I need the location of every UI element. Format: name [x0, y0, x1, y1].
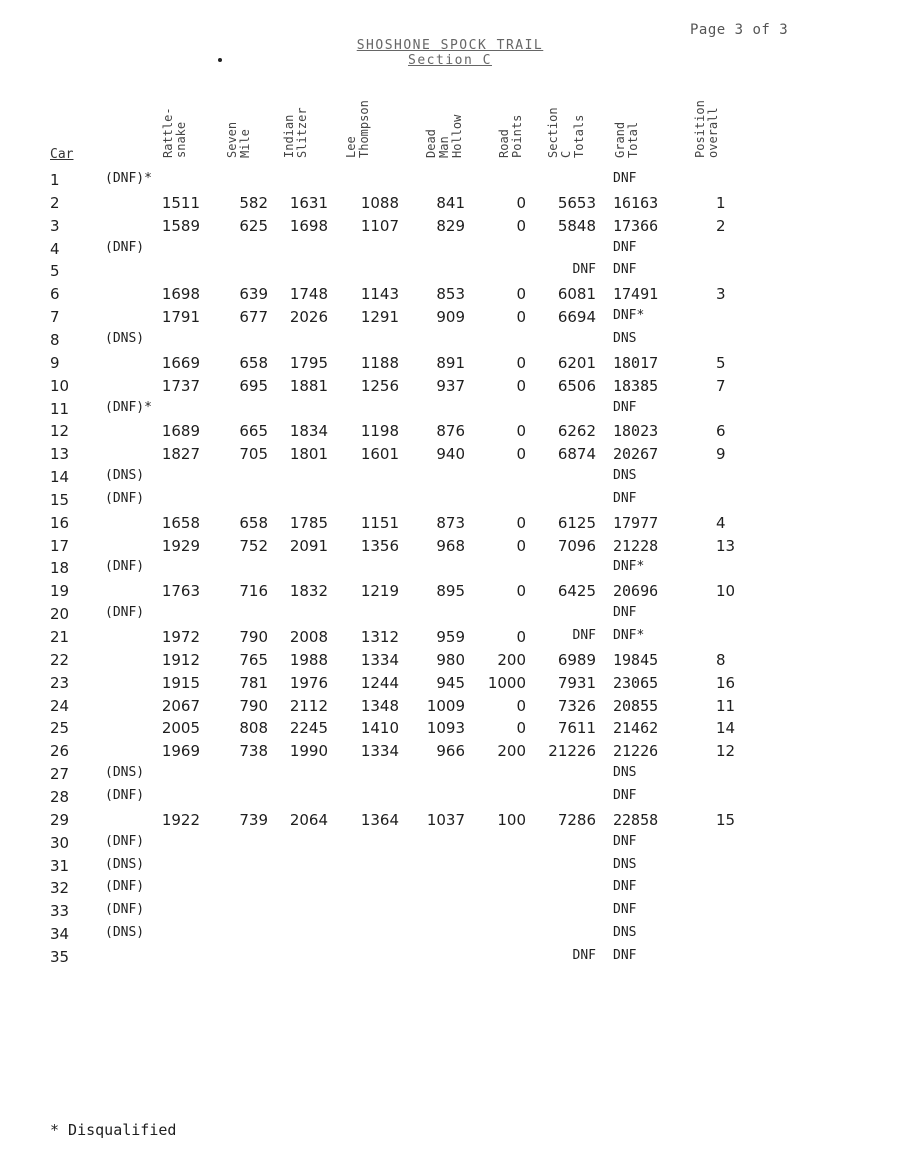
scan-speck [218, 58, 222, 62]
footnote: * Disqualified [50, 1121, 177, 1139]
section-c-total: 7326 [557, 696, 596, 715]
section-c-total: 6262 [557, 422, 596, 441]
road-points: 0 [516, 216, 526, 235]
grand-total: 20267 [613, 445, 659, 464]
rattlesnake-score: 1969 [161, 742, 200, 761]
grand-total: 21226 [613, 742, 659, 761]
table-row [0, 605, 900, 629]
car-number: 34 [50, 925, 70, 944]
car-number: 3 [50, 216, 60, 235]
indian-slitzer-score: 1988 [289, 650, 328, 669]
car-number: 7 [50, 308, 60, 327]
entry-status: (DNF) [105, 787, 145, 803]
rattlesnake-score: 1929 [161, 536, 200, 555]
car-number: 31 [50, 856, 70, 875]
grand-total: DNF [613, 879, 637, 895]
rattlesnake-score: 1763 [161, 582, 200, 601]
road-points: 100 [497, 810, 526, 829]
grand-total: DNF* [613, 559, 645, 575]
grand-total: 18017 [613, 353, 659, 372]
grand-total: DNF [613, 902, 637, 918]
table-row [0, 514, 900, 538]
table-row [0, 377, 900, 401]
entry-status: (DNF) [105, 239, 145, 255]
table-row [0, 834, 900, 858]
table-row [0, 445, 900, 469]
road-points: 0 [516, 376, 526, 395]
document-title [330, 38, 570, 68]
table-row [0, 765, 900, 789]
grand-total: 17491 [613, 285, 659, 304]
seven-mile-score: 582 [239, 193, 268, 212]
table-row [0, 559, 900, 583]
rattlesnake-score: 2005 [161, 719, 200, 738]
car-number: 26 [50, 742, 70, 761]
table-row [0, 948, 900, 972]
road-points: 1000 [487, 673, 526, 692]
position-overall: 4 [716, 513, 726, 532]
rattlesnake-score: 1922 [161, 810, 200, 829]
dead-man-hollow-score: 980 [436, 650, 465, 669]
section-c-total: DNF [572, 947, 596, 963]
indian-slitzer-score: 2112 [289, 696, 328, 715]
grand-total: 16163 [613, 193, 659, 212]
indian-slitzer-score: 1990 [289, 742, 328, 761]
indian-slitzer-score: 1631 [289, 193, 328, 212]
dead-man-hollow-score: 853 [436, 285, 465, 304]
road-points: 0 [516, 536, 526, 555]
position-overall: 1 [716, 193, 726, 212]
car-number: 14 [50, 468, 70, 487]
lee-thompson-score: 1143 [360, 285, 399, 304]
table-row [0, 811, 900, 835]
header-road-points: Road Points [497, 114, 524, 158]
position-overall: 3 [716, 285, 726, 304]
lee-thompson-score: 1334 [360, 742, 399, 761]
car-number: 17 [50, 536, 70, 555]
car-number: 16 [50, 513, 70, 532]
rattlesnake-score: 1698 [161, 285, 200, 304]
entry-status: (DNF) [105, 559, 145, 575]
table-row [0, 537, 900, 561]
seven-mile-score: 705 [239, 445, 268, 464]
car-number: 6 [50, 285, 60, 304]
car-number: 20 [50, 605, 70, 624]
lee-thompson-score: 1334 [360, 650, 399, 669]
car-number: 1 [50, 171, 60, 189]
lee-thompson-score: 1291 [360, 308, 399, 327]
lee-thompson-score: 1256 [360, 376, 399, 395]
table-row [0, 674, 900, 698]
entry-status: (DNS) [105, 330, 145, 346]
grand-total: DNF* [613, 308, 645, 324]
grand-total: 22858 [613, 810, 659, 829]
section-c-total: 7931 [557, 673, 596, 692]
section-c-total: 7286 [557, 810, 596, 829]
lee-thompson-score: 1198 [360, 422, 399, 441]
dead-man-hollow-score: 945 [436, 673, 465, 692]
entry-status: (DNF) [105, 879, 145, 895]
section-c-total: 6425 [557, 582, 596, 601]
grand-total: DNS [613, 925, 637, 941]
table-row [0, 262, 900, 286]
indian-slitzer-score: 1801 [289, 445, 328, 464]
entry-status: (DNF)* [105, 399, 152, 415]
seven-mile-score: 695 [239, 376, 268, 395]
table-row [0, 171, 900, 195]
seven-mile-score: 752 [239, 536, 268, 555]
road-points: 0 [516, 285, 526, 304]
grand-total: 18023 [613, 422, 659, 441]
car-number: 25 [50, 719, 70, 738]
page-number: Page 3 of 3 [690, 22, 789, 38]
position-overall: 14 [716, 719, 736, 738]
position-overall: 13 [716, 536, 736, 555]
dead-man-hollow-score: 959 [436, 628, 465, 646]
position-overall: 16 [716, 673, 736, 692]
car-number: 28 [50, 787, 70, 806]
table-row [0, 491, 900, 515]
header-lee-thompson: Lee Thompson [344, 100, 371, 158]
seven-mile-score: 658 [239, 513, 268, 532]
header-dead-man-hollow: Dead Man Hollow [424, 114, 464, 158]
lee-thompson-score: 1107 [360, 216, 399, 235]
road-points: 0 [516, 582, 526, 601]
section-c-total: 6694 [557, 308, 596, 327]
table-row [0, 582, 900, 606]
table-row [0, 194, 900, 218]
rattlesnake-score: 1658 [161, 513, 200, 532]
car-number: 18 [50, 559, 70, 578]
lee-thompson-score: 1356 [360, 536, 399, 555]
section-c-total: 5848 [557, 216, 596, 235]
entry-status: (DNF)* [105, 171, 152, 186]
table-row [0, 742, 900, 766]
indian-slitzer-score: 1881 [289, 376, 328, 395]
table-row [0, 879, 900, 903]
rattlesnake-score: 1511 [161, 193, 200, 212]
grand-total: DNF [613, 605, 637, 621]
position-overall: 6 [716, 422, 726, 441]
seven-mile-score: 738 [239, 742, 268, 761]
grand-total: DNF [613, 399, 637, 415]
car-number: 4 [50, 239, 60, 258]
subtitle-text: Section C [408, 53, 492, 68]
grand-total: 17366 [613, 216, 659, 235]
car-number: 33 [50, 902, 70, 921]
entry-status: (DNS) [105, 765, 145, 781]
position-overall: 8 [716, 650, 726, 669]
position-overall: 12 [716, 742, 736, 761]
table-row [0, 308, 900, 332]
lee-thompson-score: 1088 [360, 193, 399, 212]
section-c-total: 7611 [557, 719, 596, 738]
grand-total: 21462 [613, 719, 659, 738]
table-row [0, 331, 900, 355]
position-overall: 11 [716, 696, 736, 715]
entry-status: (DNS) [105, 468, 145, 484]
position-overall: 10 [716, 582, 736, 601]
car-number: 9 [50, 353, 60, 372]
dead-man-hollow-score: 1037 [426, 810, 465, 829]
dead-man-hollow-score: 937 [436, 376, 465, 395]
entry-status: (DNF) [105, 490, 145, 506]
dead-man-hollow-score: 895 [436, 582, 465, 601]
header-position-overall: Position overall [693, 100, 720, 158]
lee-thompson-score: 1219 [360, 582, 399, 601]
entry-status: (DNF) [105, 833, 145, 849]
car-number: 30 [50, 833, 70, 852]
lee-thompson-score: 1348 [360, 696, 399, 715]
car-number: 27 [50, 765, 70, 784]
header-section-c-totals: Section C Totals [546, 107, 586, 158]
dead-man-hollow-score: 891 [436, 353, 465, 372]
seven-mile-score: 625 [239, 216, 268, 235]
car-number: 24 [50, 696, 70, 715]
grand-total: DNF [613, 947, 637, 963]
table-row [0, 857, 900, 881]
dead-man-hollow-score: 829 [436, 216, 465, 235]
section-c-total: 6506 [557, 376, 596, 395]
section-c-total: DNF [572, 262, 596, 278]
grand-total: 20696 [613, 582, 659, 601]
section-c-total: 6874 [557, 445, 596, 464]
entry-status: (DNS) [105, 925, 145, 941]
table-row [0, 400, 900, 424]
position-overall: 2 [716, 216, 726, 235]
grand-total: DNF [613, 490, 637, 506]
dead-man-hollow-score: 873 [436, 513, 465, 532]
rattlesnake-score: 1972 [161, 628, 200, 646]
title-text: SHOSHONE SPOCK TRAIL [356, 38, 544, 53]
lee-thompson-score: 1188 [360, 353, 399, 372]
car-number: 10 [50, 376, 70, 395]
seven-mile-score: 765 [239, 650, 268, 669]
table-row [0, 902, 900, 926]
table-row [0, 285, 900, 309]
dead-man-hollow-score: 1093 [426, 719, 465, 738]
table-row [0, 468, 900, 492]
seven-mile-score: 658 [239, 353, 268, 372]
road-points: 0 [516, 308, 526, 327]
table-row [0, 422, 900, 446]
indian-slitzer-score: 1976 [289, 673, 328, 692]
section-c-total: 7096 [557, 536, 596, 555]
position-overall: 5 [716, 353, 726, 372]
table-row [0, 354, 900, 378]
car-number: 5 [50, 262, 60, 281]
section-c-total: 21226 [548, 742, 596, 761]
rattlesnake-score: 1589 [161, 216, 200, 235]
grand-total: 19845 [613, 650, 659, 669]
road-points: 0 [516, 513, 526, 532]
rattlesnake-score: 1737 [161, 376, 200, 395]
road-points: 0 [516, 445, 526, 464]
lee-thompson-score: 1244 [360, 673, 399, 692]
seven-mile-score: 790 [239, 628, 268, 646]
section-c-total: 6081 [557, 285, 596, 304]
grand-total: DNF [613, 262, 637, 278]
dead-man-hollow-score: 966 [436, 742, 465, 761]
table-row [0, 925, 900, 949]
dead-man-hollow-score: 876 [436, 422, 465, 441]
entry-status: (DNS) [105, 856, 145, 872]
lee-thompson-score: 1151 [360, 513, 399, 532]
road-points: 0 [516, 719, 526, 738]
grand-total: DNF [613, 833, 637, 849]
entry-status: (DNF) [105, 605, 145, 621]
table-row [0, 217, 900, 241]
grand-total: DNS [613, 765, 637, 781]
seven-mile-score: 781 [239, 673, 268, 692]
car-number: 8 [50, 330, 60, 349]
grand-total: 23065 [613, 673, 659, 692]
indian-slitzer-score: 2008 [289, 628, 328, 646]
indian-slitzer-score: 2064 [289, 810, 328, 829]
grand-total: 20855 [613, 696, 659, 715]
grand-total: 17977 [613, 513, 659, 532]
table-row [0, 651, 900, 675]
rattlesnake-score: 1827 [161, 445, 200, 464]
rattlesnake-score: 1689 [161, 422, 200, 441]
car-number: 22 [50, 650, 70, 669]
indian-slitzer-score: 1698 [289, 216, 328, 235]
table-row [0, 719, 900, 743]
indian-slitzer-score: 1785 [289, 513, 328, 532]
dead-man-hollow-score: 1009 [426, 696, 465, 715]
header-car: Car [50, 147, 74, 162]
grand-total: DNF [613, 171, 637, 186]
car-number: 32 [50, 879, 70, 898]
lee-thompson-score: 1312 [360, 628, 399, 646]
header-indian-slitzer: Indian Slitzer [282, 107, 309, 158]
grand-total: DNS [613, 468, 637, 484]
table-row [0, 788, 900, 812]
grand-total: 21228 [613, 536, 659, 555]
indian-slitzer-score: 1832 [289, 582, 328, 601]
position-overall: 7 [716, 376, 726, 395]
seven-mile-score: 808 [239, 719, 268, 738]
header-grand-total: Grand Total [613, 121, 640, 158]
section-c-total: 6989 [557, 650, 596, 669]
section-c-total: DNF [572, 628, 596, 643]
header-seven-mile: Seven Mile [225, 121, 252, 158]
road-points: 200 [497, 650, 526, 669]
section-c-total: 6125 [557, 513, 596, 532]
lee-thompson-score: 1364 [360, 810, 399, 829]
road-points: 0 [516, 353, 526, 372]
car-number: 29 [50, 810, 70, 829]
road-points: 0 [516, 193, 526, 212]
dead-man-hollow-score: 940 [436, 445, 465, 464]
road-points: 0 [516, 628, 526, 646]
indian-slitzer-score: 1748 [289, 285, 328, 304]
indian-slitzer-score: 2091 [289, 536, 328, 555]
indian-slitzer-score: 1834 [289, 422, 328, 441]
entry-status: (DNF) [105, 902, 145, 918]
dead-man-hollow-score: 841 [436, 193, 465, 212]
car-number: 35 [50, 947, 70, 966]
grand-total: DNS [613, 330, 637, 346]
car-number: 11 [50, 399, 70, 418]
car-number: 23 [50, 673, 70, 692]
dead-man-hollow-score: 968 [436, 536, 465, 555]
rattlesnake-score: 1669 [161, 353, 200, 372]
road-points: 0 [516, 422, 526, 441]
car-number: 12 [50, 422, 70, 441]
position-overall: 15 [716, 810, 736, 829]
grand-total: 18385 [613, 376, 659, 395]
lee-thompson-score: 1601 [360, 445, 399, 464]
grand-total: DNF [613, 239, 637, 255]
car-number: 21 [50, 628, 70, 646]
road-points: 0 [516, 696, 526, 715]
rattlesnake-score: 1912 [161, 650, 200, 669]
lee-thompson-score: 1410 [360, 719, 399, 738]
grand-total: DNF* [613, 628, 645, 643]
seven-mile-score: 665 [239, 422, 268, 441]
rattlesnake-score: 1915 [161, 673, 200, 692]
seven-mile-score: 716 [239, 582, 268, 601]
seven-mile-score: 739 [239, 810, 268, 829]
dead-man-hollow-score: 909 [436, 308, 465, 327]
car-number: 19 [50, 582, 70, 601]
car-number: 2 [50, 193, 60, 212]
grand-total: DNF [613, 787, 637, 803]
seven-mile-score: 639 [239, 285, 268, 304]
car-number: 15 [50, 490, 70, 509]
rattlesnake-score: 1791 [161, 308, 200, 327]
table-row [0, 628, 900, 652]
grand-total: DNS [613, 856, 637, 872]
road-points: 200 [497, 742, 526, 761]
indian-slitzer-score: 1795 [289, 353, 328, 372]
position-overall: 9 [716, 445, 726, 464]
seven-mile-score: 677 [239, 308, 268, 327]
indian-slitzer-score: 2245 [289, 719, 328, 738]
seven-mile-score: 790 [239, 696, 268, 715]
table-row [0, 697, 900, 721]
header-rattlesnake: Rattle- snake [161, 107, 188, 158]
rattlesnake-score: 2067 [161, 696, 200, 715]
section-c-total: 6201 [557, 353, 596, 372]
table-row [0, 240, 900, 264]
indian-slitzer-score: 2026 [289, 308, 328, 327]
section-c-total: 5653 [557, 193, 596, 212]
car-number: 13 [50, 445, 70, 464]
